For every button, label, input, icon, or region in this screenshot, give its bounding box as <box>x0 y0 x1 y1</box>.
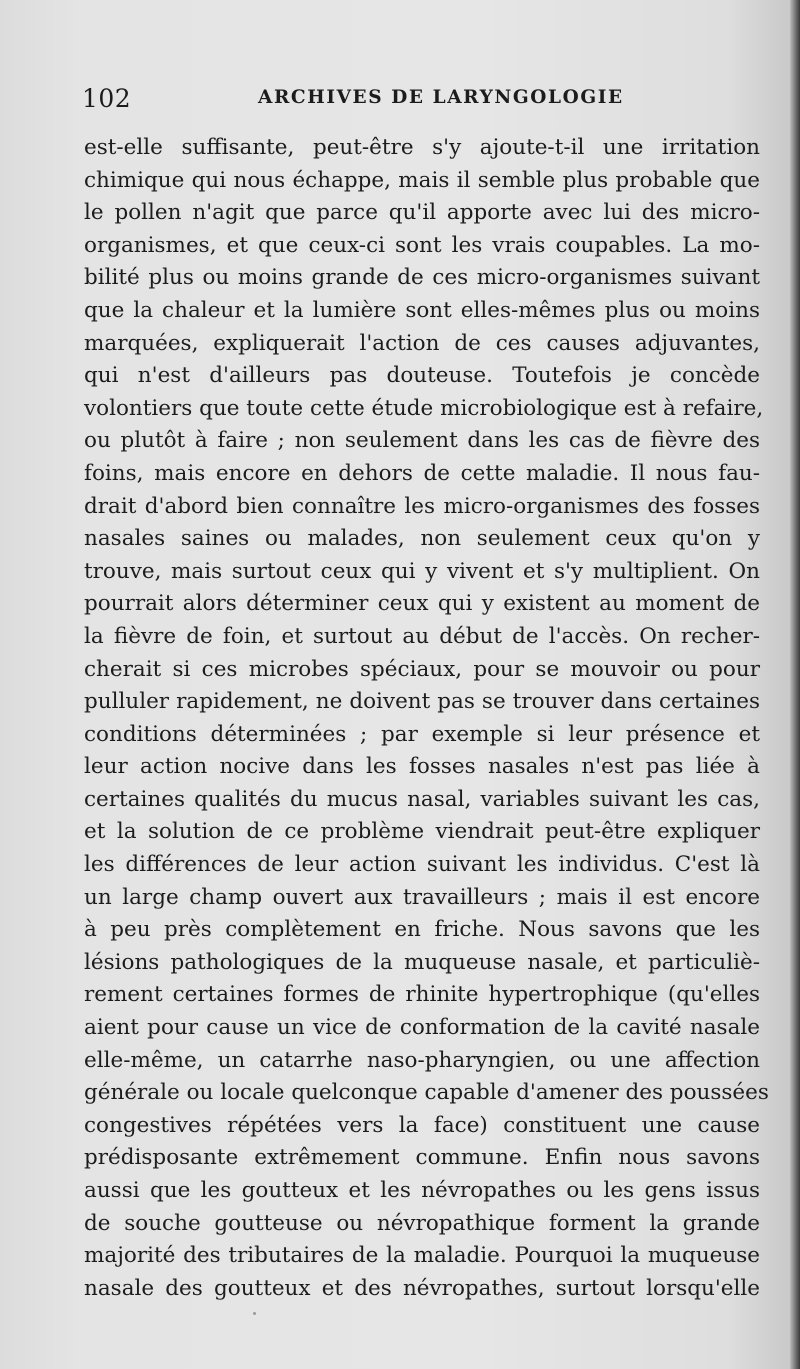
page-number: 102 <box>82 84 132 113</box>
text-line: majorité des tributaires de la maladie. Pourquoi la muqueuse <box>84 1243 760 1269</box>
text-line: prédisposante extrêmement commune. Enfin nous savons <box>84 1145 760 1171</box>
text-line: pulluler rapidement, ne doivent pas se trouver dans certaines <box>84 689 760 715</box>
text-line: est-elle suffisante, peut-être s'y ajoute-t-il une irritation <box>84 135 760 160</box>
text-line: ou plutôt à faire ; non seulement dans les cas de fièvre des <box>84 428 760 454</box>
text-line: la fièvre de foin, et surtout au début de l'accès. On recher- <box>84 623 760 649</box>
text-line: nasales saines ou malades, non seulement ceux qu'on y <box>84 526 760 552</box>
text-line: générale ou locale quelconque capable d'amener des poussées <box>84 1080 769 1106</box>
text-line: un large champ ouvert aux travailleurs ; mais il est encore <box>84 884 760 910</box>
running-head <box>82 82 762 122</box>
text-line: qui n'est d'ailleurs pas douteuse. Toutefois je concède <box>84 363 760 389</box>
text-line: de souche goutteuse ou névropathique forment la grande <box>84 1210 760 1236</box>
text-line: à peu près complètement en friche. Nous savons que les <box>84 917 760 943</box>
text-line: leur action nocive dans les fosses nasales n'est pas liée à <box>84 754 760 780</box>
text-line: aussi que les goutteux et les névropathes ou les gens issus <box>84 1178 760 1203</box>
text-line: que la chaleur et la lumière sont elles-mêmes plus ou moins <box>84 297 760 323</box>
text-line: bilité plus ou moins grande de ces micro-organismes suivant <box>84 265 760 291</box>
text-line: lésions pathologiques de la muqueuse nasale, et particuliè- <box>84 949 760 975</box>
text-line: marquées, expliquerait l'action de ces causes adjuvantes, <box>84 330 760 356</box>
text-line: le pollen n'agit que parce qu'il apporte avec lui des micro- <box>84 200 760 226</box>
text-line: aient pour cause un vice de conformation de la cavité nasale <box>84 1015 760 1041</box>
text-line: rement certaines formes de rhinite hypertrophique (qu'elles <box>84 982 760 1008</box>
text-line: organismes, et que ceux-ci sont les vrais coupables. La mo- <box>84 232 760 258</box>
body-text <box>84 132 769 1305</box>
text-line: foins, mais encore en dehors de cette maladie. Il nous fau- <box>84 460 760 486</box>
page-edge-shadow <box>790 0 800 1369</box>
text-line: cherait si ces microbes spéciaux, pour se mouvoir ou pour <box>84 656 760 682</box>
text-line: congestives répétées vers la face) constituent une cause <box>84 1112 760 1138</box>
text-line: elle-même, un catarrhe naso-pharyngien, ou une affection <box>84 1047 760 1073</box>
text-line: certaines qualités du mucus nasal, variables suivant les cas, <box>84 786 760 812</box>
text-line: conditions déterminées ; par exemple si leur présence et <box>84 721 760 747</box>
paper-speck <box>253 1312 256 1315</box>
text-line: trouve, mais surtout ceux qui y vivent et s'y multiplient. On <box>84 558 760 584</box>
text-line: drait d'abord bien connaître les micro-organismes des fosses <box>84 493 760 519</box>
text-line: nasale des goutteux et des névropathes, surtout lorsqu'elle <box>84 1275 760 1301</box>
text-line: les différences de leur action suivant les individus. C'est là <box>84 852 760 878</box>
text-line: volontiers que toute cette étude microbiologique est à refaire, <box>84 395 764 421</box>
text-line: chimique qui nous échappe, mais il semble plus probable que <box>84 167 760 193</box>
text-line: et la solution de ce problème viendrait peut-être expliquer <box>84 819 760 845</box>
text-line: pourrait alors déterminer ceux qui y existent au moment de <box>84 591 760 617</box>
journal-title: ARCHIVES DE LARYNGOLOGIE <box>258 87 624 108</box>
